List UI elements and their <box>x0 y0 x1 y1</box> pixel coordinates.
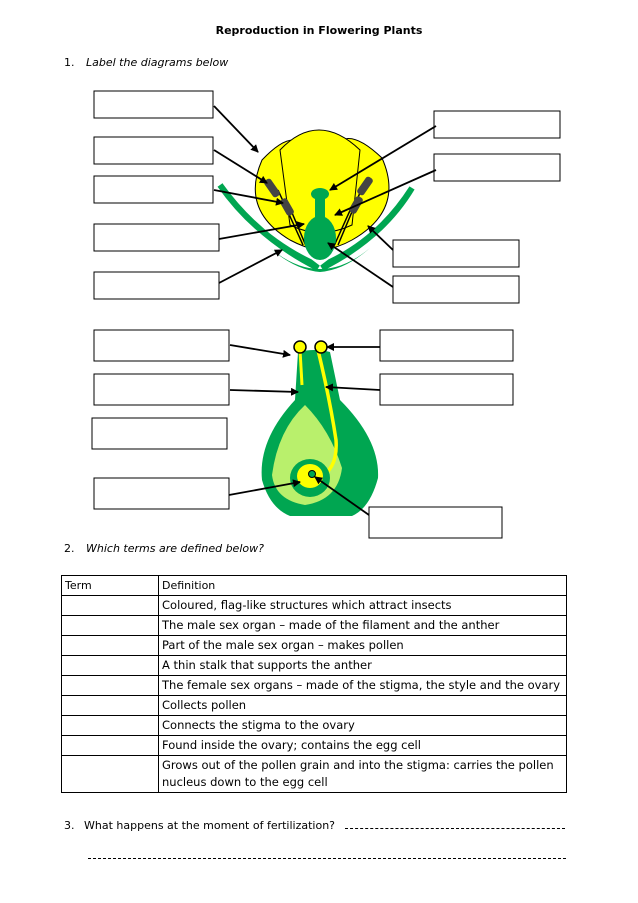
header-definition: Definition <box>159 576 567 596</box>
label-box <box>434 154 560 181</box>
table-row <box>62 596 567 616</box>
label-box <box>380 374 513 405</box>
term-cell[interactable] <box>62 696 159 716</box>
table-header-row <box>62 576 567 596</box>
table-row <box>62 736 567 756</box>
term-cell[interactable] <box>62 636 159 656</box>
label-box <box>369 507 502 538</box>
definition-cell: The male sex organ – made of the filament and the anther <box>159 616 567 636</box>
label-box <box>94 272 219 299</box>
question-3-text: What happens at the moment of fertilization? <box>84 819 336 832</box>
term-cell[interactable] <box>62 716 159 736</box>
definition-cell: A thin stalk that supports the anther <box>159 656 567 676</box>
term-cell[interactable] <box>62 596 159 616</box>
header-term: Term <box>62 576 159 596</box>
label-box <box>94 374 229 405</box>
definition-cell: The female sex organs – made of the stigma, the style and the ovary <box>159 676 567 696</box>
definition-cell: Coloured, flag-like structures which attract insects <box>159 596 567 616</box>
label-box <box>94 91 213 118</box>
carpel-diagram <box>262 341 378 516</box>
definition-cell: Found inside the ovary; contains the egg cell <box>159 736 567 756</box>
question-2 <box>64 542 264 555</box>
table-row <box>62 656 567 676</box>
label-box <box>94 330 229 361</box>
definition-cell: Connects the stigma to the ovary <box>159 716 567 736</box>
definition-cell: Part of the male sex organ – makes pollen <box>159 636 567 656</box>
page-title: Reproduction in Flowering Plants <box>215 24 423 37</box>
term-cell[interactable] <box>62 676 159 696</box>
label-box <box>94 176 213 203</box>
label-box <box>94 478 229 509</box>
table-row <box>62 636 567 656</box>
table-row <box>62 616 567 636</box>
definition-cell: Grows out of the pollen grain and into the stigma: carries the pollen nucleus down to the egg cell <box>159 756 567 793</box>
question-1-number: 1. <box>64 56 75 69</box>
label-box <box>94 224 219 251</box>
term-cell[interactable] <box>62 656 159 676</box>
label-box <box>92 418 227 449</box>
question-3 <box>64 819 574 832</box>
table-row <box>62 756 567 793</box>
question-2-number: 2. <box>64 542 75 555</box>
answer-line[interactable] <box>345 828 565 829</box>
table-row <box>62 696 567 716</box>
term-cell[interactable] <box>62 616 159 636</box>
table-row <box>62 676 567 696</box>
label-box <box>434 111 560 138</box>
terms-table <box>61 575 567 793</box>
term-cell[interactable] <box>62 736 159 756</box>
label-box <box>393 240 519 267</box>
table-row <box>62 716 567 736</box>
term-cell[interactable] <box>62 756 159 793</box>
label-box <box>393 276 519 303</box>
definition-cell: Collects pollen <box>159 696 567 716</box>
answer-line[interactable] <box>88 858 566 859</box>
question-1-text: Label the diagrams below <box>86 56 229 69</box>
flower-diagram <box>220 130 412 272</box>
label-box <box>380 330 513 361</box>
question-3-number: 3. <box>64 819 75 832</box>
label-box <box>94 137 213 164</box>
question-2-text: Which terms are defined below? <box>86 542 264 555</box>
